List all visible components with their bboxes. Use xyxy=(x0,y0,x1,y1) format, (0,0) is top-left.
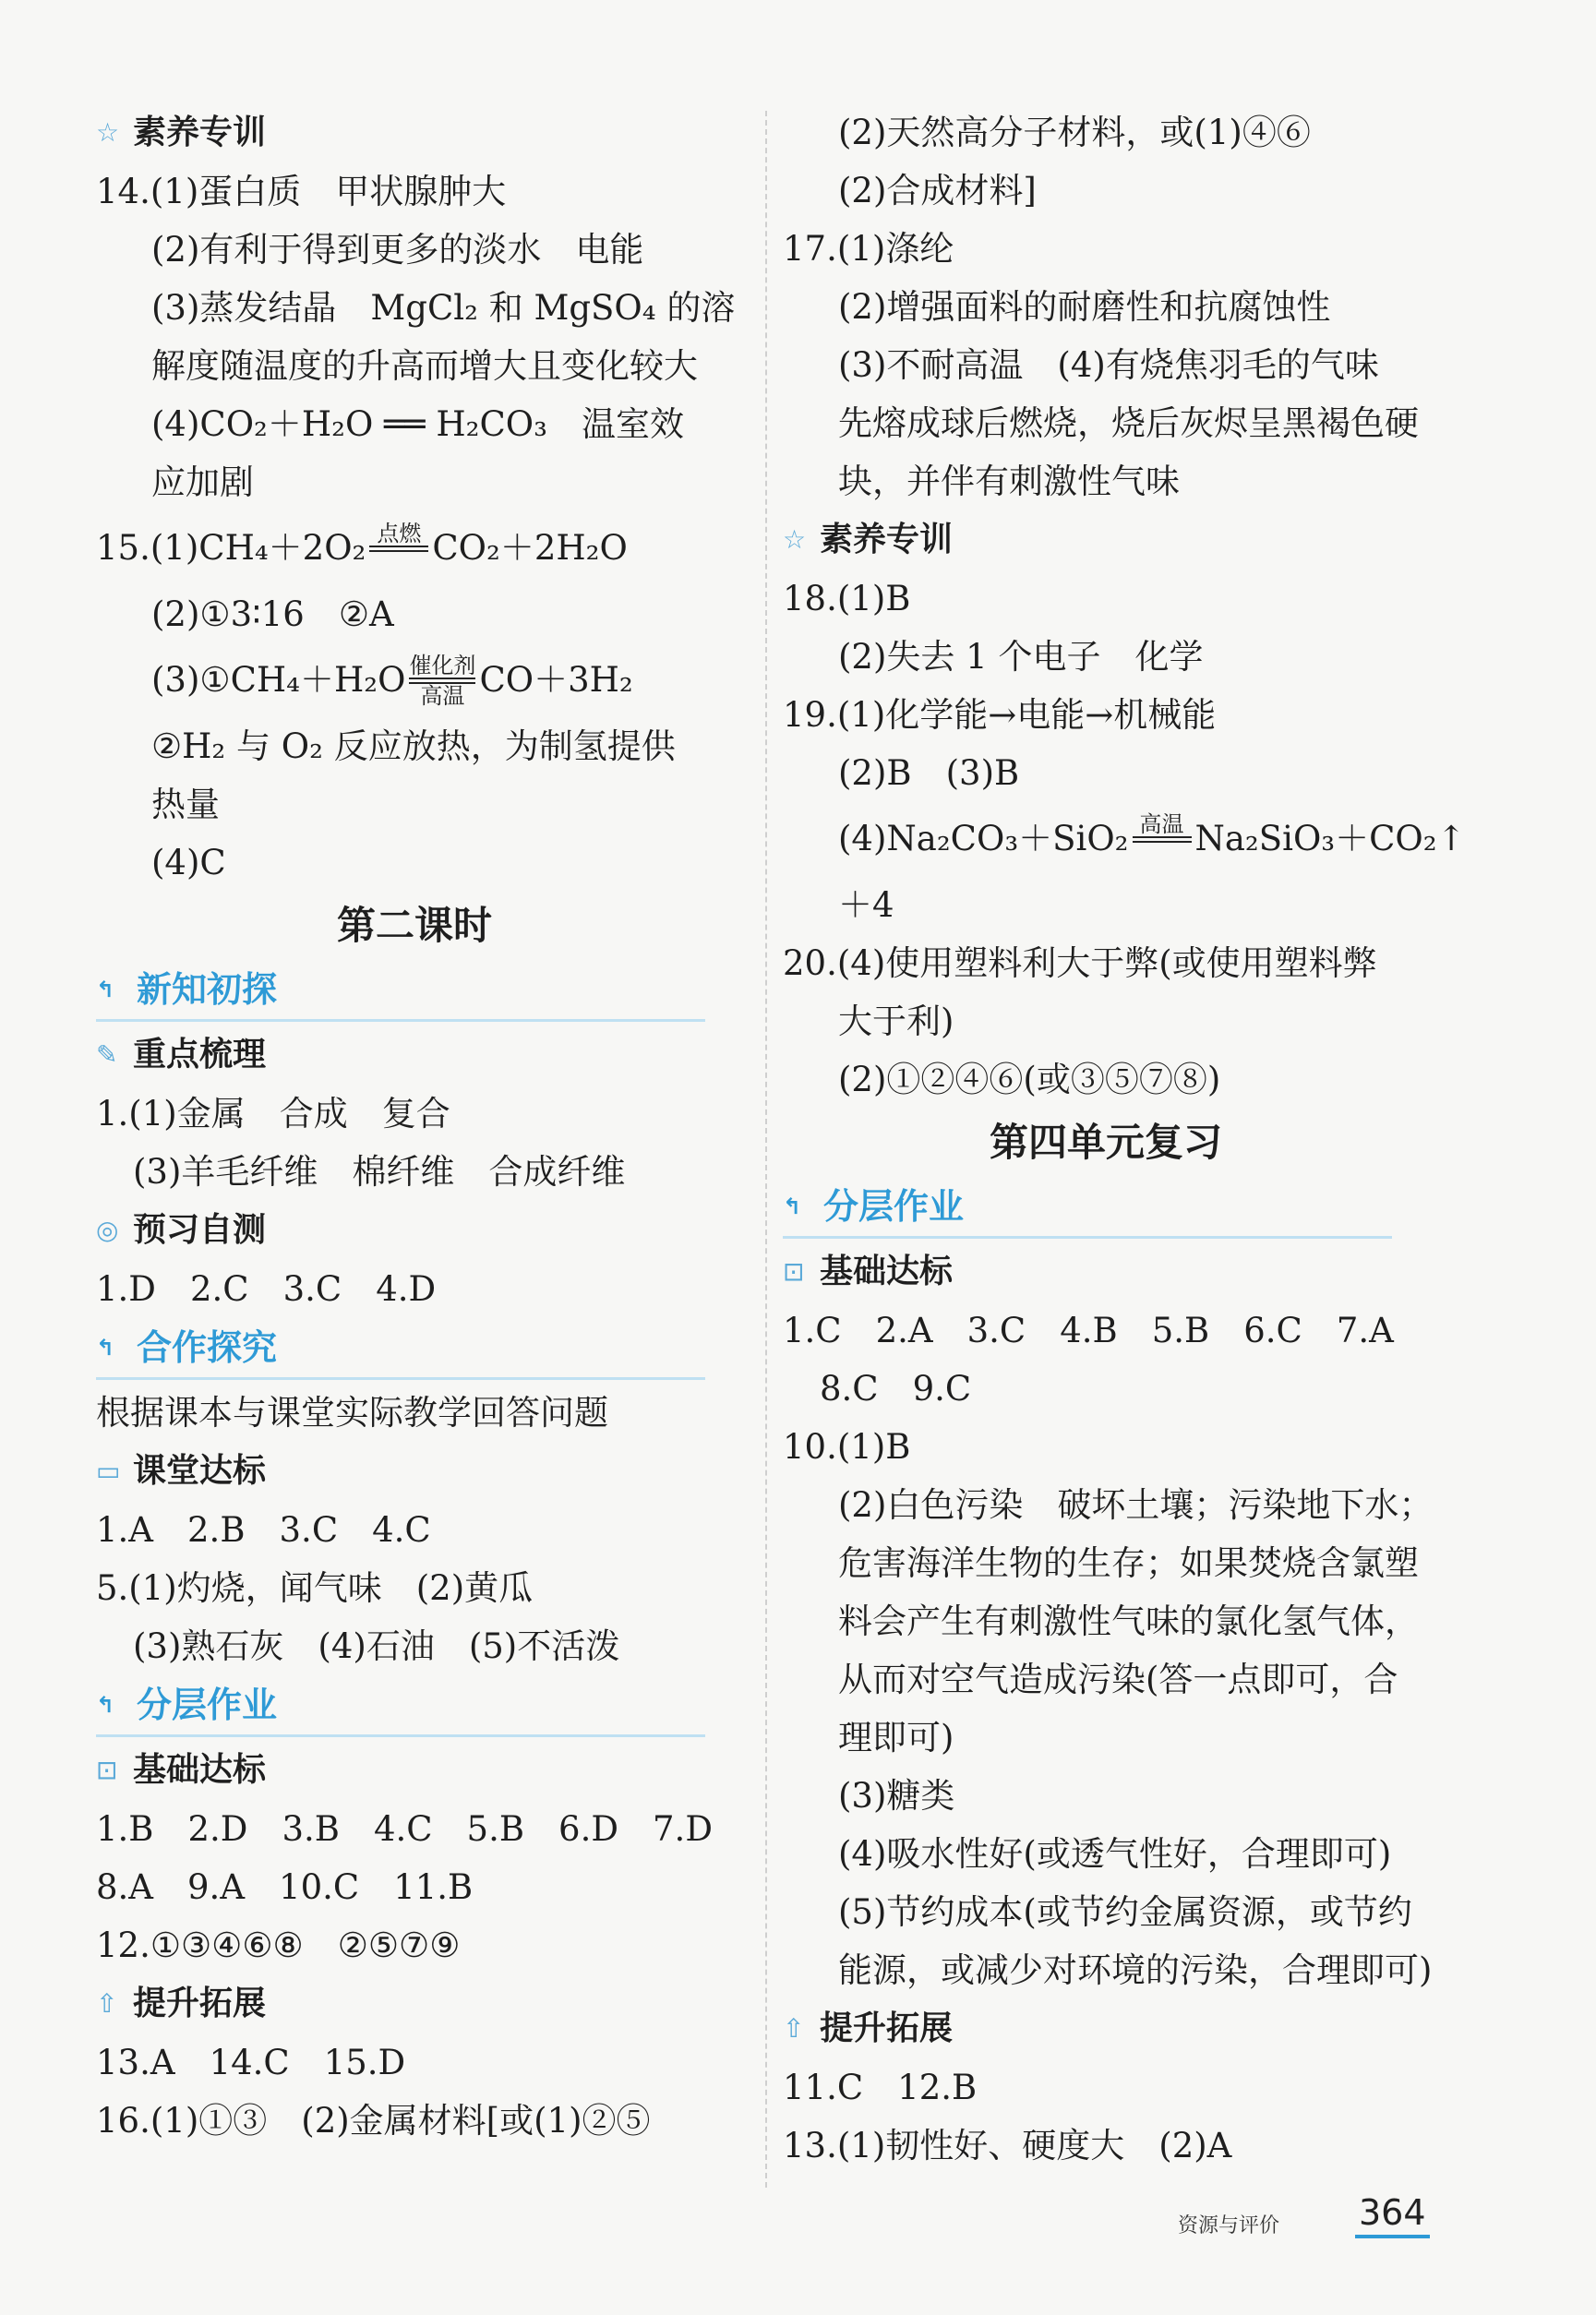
answer-line: 危害海洋生物的生存；如果焚烧含氯塑 xyxy=(838,1543,1419,1583)
answer-line: 13.(1)韧性好、硬度大 (2)A xyxy=(783,2126,1232,2165)
book-icon: ▭ xyxy=(96,1456,121,1486)
blue-section-hezuo: ↰ 合作探究 xyxy=(96,1318,705,1380)
section-heading-jichu: ⊡ 基础达标 xyxy=(96,1741,733,1800)
lightbulb-icon: ⇧ xyxy=(783,2013,805,2044)
answer-line: 18.(1)B xyxy=(783,579,911,618)
answer-line: 解度随温度的升高而增大且变化较大 xyxy=(151,346,698,386)
answer-line: 理即可) xyxy=(838,1718,954,1757)
right-column xyxy=(783,103,1466,2175)
answer-line: 先熔成球后燃烧，烧后灰烬呈黑褐色硬 xyxy=(838,403,1419,443)
answer-line: 根据课本与课堂实际教学回答问题 xyxy=(96,1393,608,1433)
answer-line: (2)白色污染 破坏土壤；污染地下水； xyxy=(838,1485,1434,1525)
answer-line: (3)不耐高温 (4)有烧焦羽毛的气味 xyxy=(838,345,1379,385)
answer-line: (2)失去 1 个电子 化学 xyxy=(838,637,1204,677)
answer-line: 13.A 14.C 15.D xyxy=(96,2043,406,2082)
footer-label: 资源与评价 xyxy=(1178,2214,1280,2237)
answer-line: (3)熟石灰 (4)石油 (5)不活泼 xyxy=(133,1626,620,1666)
lightbulb-icon: ⇧ xyxy=(96,1988,118,2019)
answer-line: ＋4 xyxy=(838,885,894,925)
answer-line: 应加剧 xyxy=(151,462,254,502)
section-heading-zhongdian: ✎ 重点梳理 xyxy=(96,1026,733,1085)
unit-review-title: 第四单元复习 xyxy=(989,1120,1222,1165)
pencil-icon: ✎ xyxy=(96,1039,118,1070)
section-heading-suyang: ☆ 素养专训 xyxy=(96,103,733,162)
section-heading-suyang: ☆ 素养专训 xyxy=(783,510,1429,570)
answer-line: 8.A 9.A 10.C 11.B xyxy=(96,1867,474,1907)
answer-line: 17.(1)涤纶 xyxy=(783,229,954,269)
lesson-title: 第二课时 xyxy=(336,903,492,948)
answer-line: 19.(1)化学能→电能→机械能 xyxy=(783,695,1217,735)
answer-line: 11.C 12.B xyxy=(783,2068,978,2107)
equation-q15-1: 15.(1)CH₄＋2O₂ 点燃 CO₂＋2H₂O xyxy=(96,511,733,585)
answer-line: (4)吸水性好(或透气性好，合理即可) xyxy=(838,1834,1392,1874)
corner-arrow-icon: ↰ xyxy=(96,1335,115,1361)
answer-line: 从而对空气造成污染(答一点即可，合 xyxy=(838,1660,1398,1699)
answer-line: 14.(1)蛋白质 甲状腺肿大 xyxy=(96,172,507,211)
star-icon: ☆ xyxy=(783,524,807,555)
answer-line: 料会产生有刺激性气味的氯化氢气体， xyxy=(838,1601,1419,1641)
answer-line: 1.D 2.C 3.C 4.D xyxy=(96,1269,437,1309)
section-heading-jichu: ⊡ 基础达标 xyxy=(783,1242,1429,1301)
answer-line: ②H₂ 与 O₂ 反应放热，为制氢提供 xyxy=(151,726,676,766)
lock-icon: ⊡ xyxy=(783,1256,805,1287)
section-heading-yuxi: ◎ 预习自测 xyxy=(96,1201,733,1260)
answer-line: 8.C 9.C xyxy=(820,1369,972,1409)
answer-line: 10.(1)B xyxy=(783,1427,911,1467)
answer-line: (4)CO₂＋H₂O ══ H₂CO₃ 温室效 xyxy=(151,404,684,444)
reaction-condition: 点燃 xyxy=(369,522,428,576)
equation-q19-4: (4)Na₂CO₃＋SiO₂ 高温 Na₂SiO₃＋CO₂↑ xyxy=(783,802,1429,876)
answer-line: (2)①3∶16 ②A xyxy=(151,594,394,634)
answer-line: (2)合成材料] xyxy=(838,171,1037,210)
blue-section-fenceng: ↰ 分层作业 xyxy=(783,1177,1392,1239)
answer-line: 12.①③④⑥⑧ ②⑤⑦⑨ xyxy=(96,1925,461,1965)
left-column xyxy=(96,103,736,2150)
page-number: 364 xyxy=(1355,2192,1430,2238)
answer-line: (3)糖类 xyxy=(838,1776,955,1816)
answer-line: 能源，或减少对环境的污染，合理即可) xyxy=(838,1950,1433,1990)
section-heading-tisheng: ⇧ 提升拓展 xyxy=(96,1974,733,2033)
answer-line: (2)B (3)B xyxy=(838,753,1020,793)
answer-line: 1.(1)金属 合成 复合 xyxy=(96,1094,450,1134)
corner-arrow-icon: ↰ xyxy=(96,1692,115,1718)
answer-line: 块，并伴有刺激性气味 xyxy=(838,462,1180,501)
column-divider xyxy=(765,111,767,2188)
corner-arrow-icon: ↰ xyxy=(783,1193,802,1219)
target-icon: ◎ xyxy=(96,1215,119,1245)
answer-line: (3)羊毛纤维 棉纤维 合成纤维 xyxy=(133,1152,626,1192)
answer-line: (2)天然高分子材料，或(1)④⑥ xyxy=(838,113,1311,152)
answer-line: (5)节约成本(或节约金属资源，或节约 xyxy=(838,1892,1412,1932)
answer-line: 1.C 2.A 3.C 4.B 5.B 6.C 7.A xyxy=(783,1311,1394,1350)
answer-line: 5.(1)灼烧，闻气味 (2)黄瓜 xyxy=(96,1568,534,1608)
blue-section-fenceng: ↰ 分层作业 xyxy=(96,1675,705,1737)
star-icon: ☆ xyxy=(96,117,120,148)
answer-line: (2)①②④⑥(或③⑤⑦⑧) xyxy=(838,1060,1221,1099)
answer-line: (2)有利于得到更多的淡水 电能 xyxy=(151,230,644,270)
answer-line: 大于利) xyxy=(838,1002,954,1041)
corner-arrow-icon: ↰ xyxy=(96,977,115,1002)
answer-line: 热量 xyxy=(151,785,220,824)
answer-line: 1.A 2.B 3.C 4.C xyxy=(96,1510,431,1550)
lock-icon: ⊡ xyxy=(96,1755,118,1785)
blue-section-xinzhi: ↰ 新知初探 xyxy=(96,960,705,1022)
answer-line: (4)C xyxy=(151,843,226,882)
reaction-condition: 催化剂 高温 xyxy=(409,652,476,709)
answer-line: 1.B 2.D 3.B 4.C 5.B 6.D 7.D xyxy=(96,1809,713,1849)
answer-line: (2)增强面料的耐磨性和抗腐蚀性 xyxy=(838,287,1331,327)
answer-line: 16.(1)①③ (2)金属材料[或(1)②⑤ xyxy=(96,2101,651,2141)
answer-line: 20.(4)使用塑料利大于弊(或使用塑料弊 xyxy=(783,943,1377,983)
answer-line: (3)蒸发结晶 MgCl₂ 和 MgSO₄ 的溶 xyxy=(151,288,736,328)
section-heading-ketang: ▭ 课堂达标 xyxy=(96,1442,733,1501)
section-heading-tisheng: ⇧ 提升拓展 xyxy=(783,1999,1429,2058)
equation-q15-3: (3)①CH₄＋H₂O 催化剂 高温 CO＋3H₂ xyxy=(151,652,633,709)
reaction-condition: 高温 xyxy=(1133,812,1192,867)
